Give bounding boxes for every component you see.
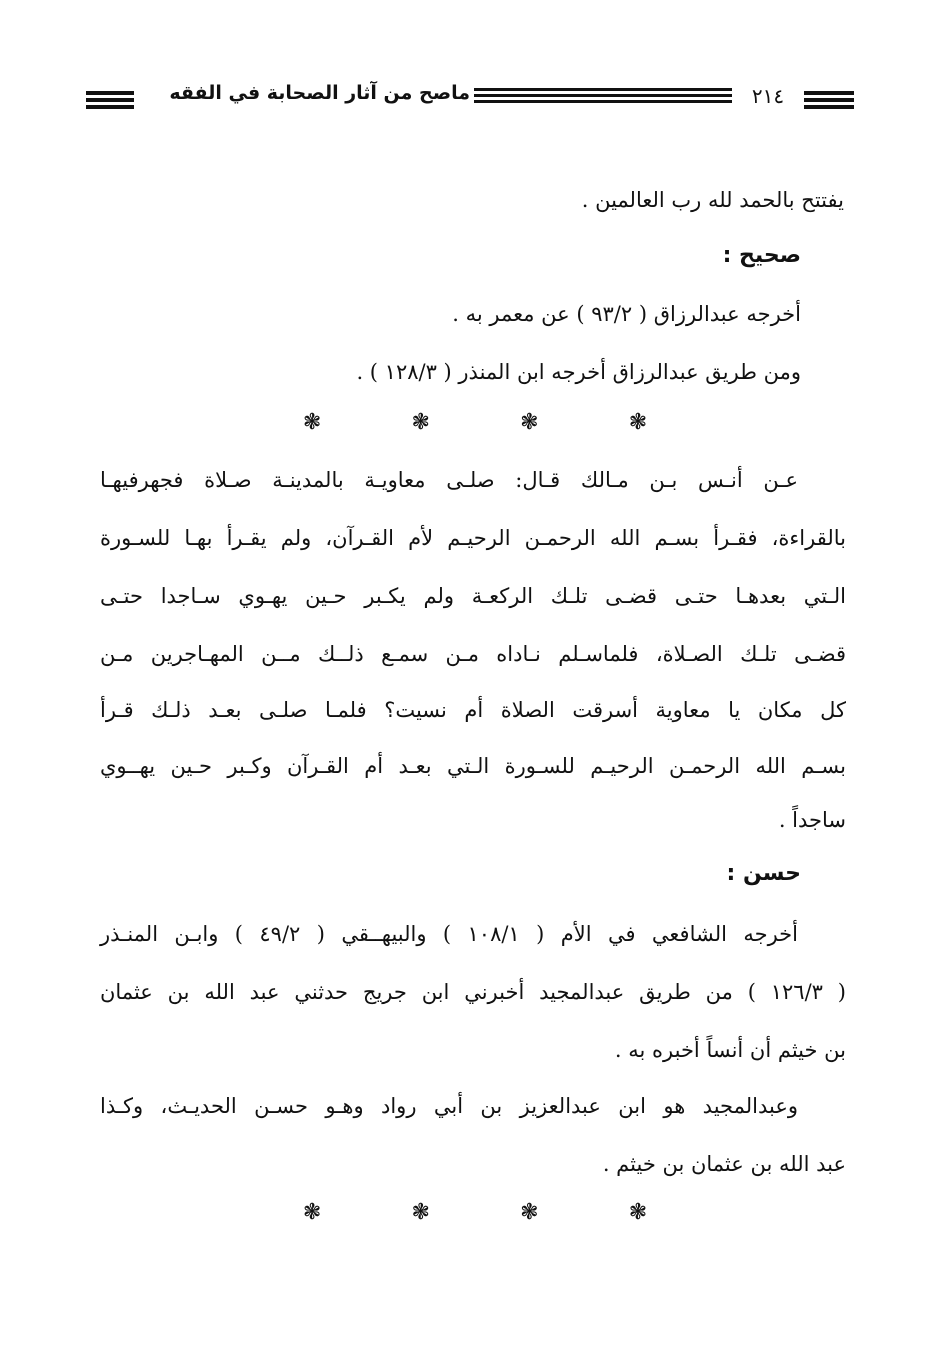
text-line: وعبدالمجيد هو ابن عبدالعزيز بن أبي رواد وهـو حسـن الحديـث، وكـذا [100,1094,798,1118]
text-line: ( ١٢٦/٣ ) من طريق عبدالمجيد أخبرني ابن جريج حدثني عبد الله بن عثمان [100,980,846,1004]
text-line: عـن أنـس بـن مـالك قـال: صلـى معاويـة بالمدينـة صـلاة فجهرفيهـا [100,468,798,492]
text-line: أخرجه عبدالرزاق ( ٩٣/٢ ) عن معمر به . [452,302,801,326]
header-rule-left [86,91,134,112]
flower-ornament-icon: ❃ [520,410,539,435]
grade-heading-hasan: حسن : [726,861,801,886]
text-line: قضـى تلـك الصـلاة، فلماسـلم نـاداه مـن سمـع ذلــك مــن المهـاجرين مـن [100,642,846,666]
text-line: يفتتح بالحمد لله رب العالمين . [581,188,844,212]
text-line: بن خيثم أن أنساً أخبره به . [614,1038,846,1062]
header-rule-middle [474,88,732,106]
flower-ornament-icon: ❃ [628,1200,648,1225]
flower-ornament-icon: ❃ [302,410,322,435]
text-line: بالقراءة، فقـرأ بسـم الله الرحمـن الرحيـم لأم القـرآن، ولم يقـرأ بهـا للسـورة [100,526,846,550]
page-number: ٢١٤ [751,84,785,108]
text-line: بسـم الله الرحمـن الرحيـم للسـورة الـتي بعـد أم القـرآن وكـبر حـين يهــوي [100,754,846,778]
flower-ornament-icon: ❃ [411,1200,430,1225]
running-header [86,78,854,124]
text-line: كل مكان يا معاوية أسرقت الصلاة أم نسيت؟ فلمـا صلـى بعـد ذلـك قـرأ [100,698,846,722]
header-title: ماصح من آثار الصحابة في الفقه [169,82,470,104]
separator-ornaments [300,1200,650,1226]
text-line: أخرجه الشافعي في الأم ( ١٠٨/١ ) والبيهــقي ( ٤٩/٢ ) وابـن المنـذر [100,922,798,946]
text-line: ومن طريق عبدالرزاق أخرجه ابن المنذر ( ١٢٨/٣ ) . [356,360,801,384]
flower-ornament-icon: ❃ [302,1200,322,1225]
text-line: عبد الله بن عثمان بن خيثم . [602,1152,846,1176]
flower-ornament-icon: ❃ [520,1200,539,1225]
header-rule-right [804,91,854,112]
text-line: ساجداً . [778,808,846,832]
text-line: الـتي بعدهـا حتـى قضـى تلـك الركعـة ولم يكـبر حـين يهـوي سـاجدا حتـى [100,584,846,608]
flower-ornament-icon: ❃ [628,410,648,435]
separator-ornaments [300,410,650,436]
flower-ornament-icon: ❃ [411,410,430,435]
grade-heading-sahih: صحيح : [722,243,801,268]
